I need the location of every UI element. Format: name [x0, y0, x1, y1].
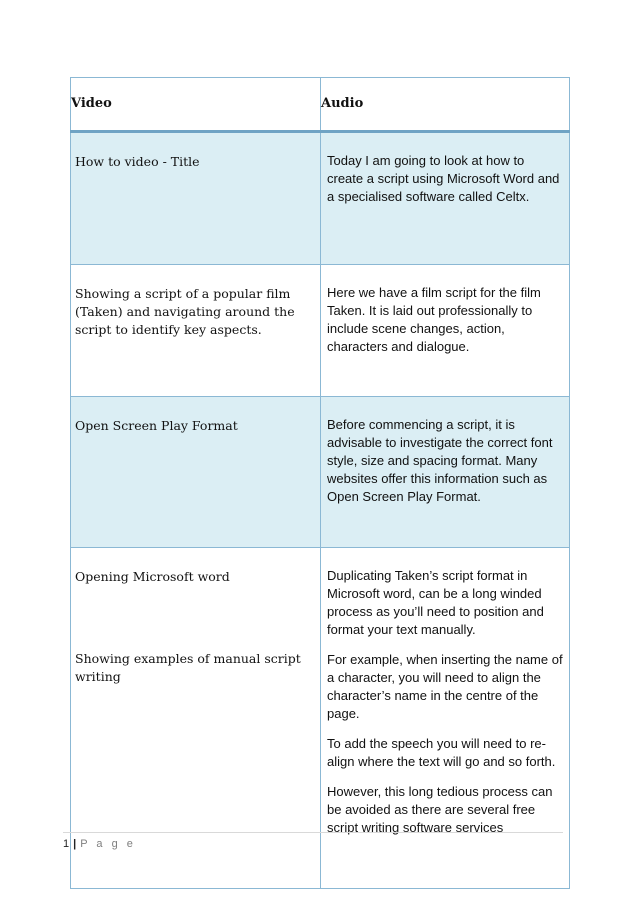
audio-text: Today I am going to look at how to create a script using Microsoft Word and a specialised software called Celtx.: [327, 153, 560, 204]
video-text: Open Screen Play Format: [75, 418, 238, 433]
audio-cell: [321, 397, 570, 548]
video-cell: [71, 265, 321, 397]
audio-paragraph: Duplicating Taken’s script format in Microsoft word, can be a long winded process as you’ll need to position and format your text manually.: [327, 568, 544, 637]
table-row: [71, 132, 570, 265]
audio-paragraph: However, this long tedious process can be avoided as there are several free script writing software services: [327, 784, 553, 835]
video-text: Showing examples of manual script writing: [75, 651, 301, 684]
video-text: Opening Microsoft word: [75, 569, 230, 584]
table-row: [71, 265, 570, 397]
audio-paragraph: For example, when inserting the name of a character, you will need to align the character’s name in the centre of the page.: [327, 652, 563, 721]
audio-cell: [321, 265, 570, 397]
video-text: Showing a script of a popular film (Taken) and navigating around the script to identify key aspects.: [75, 286, 295, 337]
table-header-row: [71, 78, 570, 132]
audio-cell: [321, 548, 570, 889]
header-video: Video: [71, 78, 321, 132]
table-row: [71, 548, 570, 889]
audio-text: Before commencing a script, it is advisable to investigate the correct font style, size and spacing format. Many websites offer this information such as Open Screen Play Format.: [327, 417, 553, 504]
page-footer: [63, 838, 136, 850]
header-audio: Audio: [321, 78, 570, 132]
script-table: [70, 77, 570, 889]
page-number: 1: [63, 838, 70, 850]
footer-divider: [63, 832, 563, 833]
video-cell: [71, 397, 321, 548]
video-cell: [71, 132, 321, 265]
audio-paragraph: To add the speech you will need to re-align where the text will go and so forth.: [327, 736, 556, 769]
audio-text: Here we have a film script for the film Taken. It is laid out professionally to include scene changes, action, characters and dialogue.: [327, 285, 541, 354]
video-text: How to video - Title: [75, 154, 200, 169]
footer-separator: |: [73, 838, 77, 850]
audio-cell: [321, 132, 570, 265]
page-label: P a g e: [80, 838, 136, 850]
table-row: [71, 397, 570, 548]
